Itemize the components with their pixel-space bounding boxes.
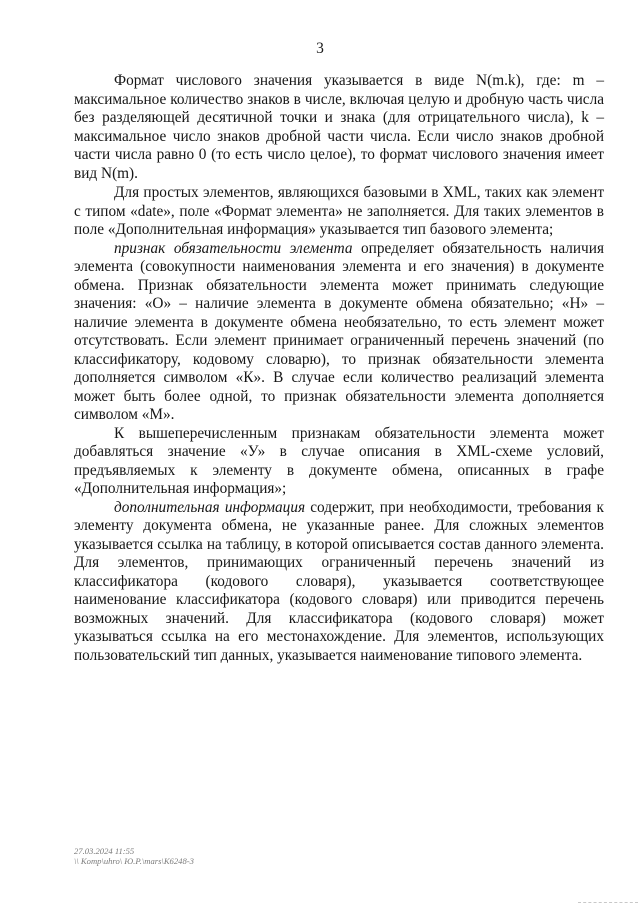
footer-stamp-date: 27.03.2024 11:55 <box>74 846 135 856</box>
document-body <box>74 72 604 665</box>
paragraph-mandatory-sign <box>74 240 604 425</box>
paragraph-number-format: Формат числового значения указывается в виде N(m.k), где: m – максимальное количество знаков в числе, включая целую и дробную часть числа без разделяющей десятичной точки и знака (для отрицательного числа), k – максимальное число знаков дробной части числа. Если число знаков дробной части числа равно 0 (то есть число целое), то формат числового значения имеет вид N(m). <box>74 72 604 182</box>
paragraph-additional-info-text: содержит, при необходимости, требования к элементу документа обмена, не указанные ранее. Для сложных элементов указывается ссылка на таблицу, в которой описывается состав данного элемента. Для элементов, принимающих ограниченный перечень значений из классификатора (кодового словаря), указывается соответствующее наименование классификатора (кодового словаря) или приводится перечень возможных значений. Для классификатора (кодового словаря) может указываться ссылка на его местонахождение. Для элементов, использующих пользовательский тип данных, указывается наименование типового элемента. <box>74 498 604 664</box>
footer-stamp-path: \\ Komp\uhro\ Ю.Р.\mars\K6248-3 <box>74 856 194 866</box>
paragraph-additional-info <box>74 499 604 666</box>
term-additional-info: дополнительная информация <box>114 498 306 516</box>
page-number: 3 <box>316 40 324 57</box>
term-mandatory-sign: признак обязательности элемента <box>114 239 353 257</box>
paragraph-simple-elements: Для простых элементов, являющихся базовыми в XML, таких как элемент с типом «date», поле «Формат элемента» не заполняется. Для таких элементов в поле «Дополнительная информация» указывается тип базового элемента; <box>74 184 604 238</box>
scan-edge-mark <box>578 900 638 903</box>
paragraph-mandatory-sign-text: определяет обязательность наличия элемента (совокупности наименования элемента и его значения) в документе обмена. Признак обязательности элемента может принимать следующие значения: «О» – наличие элемента в документе обмена обязательно; «Н» – наличие элемента в документе обмена необязательно, то есть элемент может отсутствовать. Если элемент принимает ограниченный перечень значений (по классификатору, кодовому словарю), то признак обязательности элемента дополняется символом «К». В случае если количество реализаций элемента может быть более одной, то признак обязательности элемента дополняется символом «М». <box>74 239 604 423</box>
footer-stamp <box>74 846 194 866</box>
paragraph-additional-sign: К вышеперечисленным признакам обязательности элемента может добавляться значение «У» в случае описания в XML-схеме условий, предъявляемых к элементу в документе обмена, описанных в графе «Дополнительная информация»; <box>74 424 604 497</box>
